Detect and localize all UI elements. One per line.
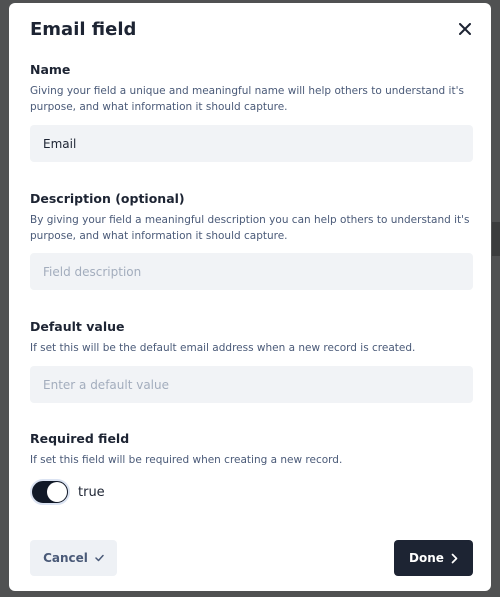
name-section: [30, 62, 473, 115]
required-toggle[interactable]: [30, 479, 70, 505]
required-toggle-label: true: [78, 484, 105, 500]
name-label: Name: [30, 62, 71, 77]
background-edge: [492, 222, 500, 256]
toggle-knob: [47, 482, 67, 502]
close-button[interactable]: [453, 17, 477, 41]
done-button[interactable]: [394, 540, 473, 576]
description-help: By giving your field a meaningful description you can help others to understand it's purpose, and what information it should capture.: [30, 214, 470, 242]
description-input-wrap: [30, 253, 473, 290]
cancel-button[interactable]: [30, 540, 117, 576]
required-label: Required field: [30, 431, 130, 446]
default-value-help: If set this will be the default email address when a new record is created.: [30, 342, 416, 354]
default-value-label: Default value: [30, 319, 125, 334]
default-value-section: [30, 319, 473, 356]
check-icon: [95, 554, 104, 562]
description-input[interactable]: [30, 253, 473, 290]
done-label: Done: [409, 551, 444, 565]
required-help: If set this field will be required when creating a new record.: [30, 454, 343, 466]
name-help: Giving your field a unique and meaningful name will help others to understand it's purpose, and what information it should capture.: [30, 85, 464, 113]
dialog-title: Email field: [30, 19, 137, 40]
required-section: [30, 431, 473, 468]
name-input-wrap: [30, 125, 473, 162]
description-label: Description (optional): [30, 191, 185, 206]
required-toggle-row: [30, 479, 105, 505]
default-value-input[interactable]: [30, 366, 473, 403]
email-field-dialog: [9, 3, 491, 591]
description-section: [30, 191, 473, 244]
name-input[interactable]: [30, 125, 473, 162]
close-icon: [459, 23, 471, 35]
default-value-input-wrap: [30, 366, 473, 403]
chevron-right-icon: [451, 553, 458, 564]
cancel-label: Cancel: [43, 551, 88, 565]
